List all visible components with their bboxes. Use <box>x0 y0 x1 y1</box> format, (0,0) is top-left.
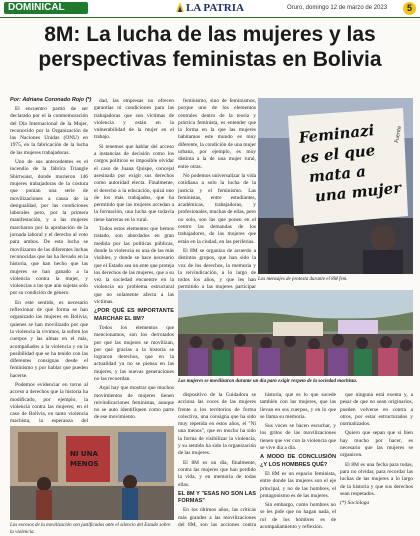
paragraph: dispositivo de la Cuidadora se acciona las voces de las mujeres frente a los territorios de forma colectiva, una consigna que ha sido muy repetida en estos años, el "Ni una menos", que en mucho ha sido la forma de visibilizar la violencia, y su sentido ha sido la organización de las mujeres. <box>178 392 256 457</box>
paragraph: El 8M es una fecha para todas, para no olvidar, para recordar las luchas de las mujeres a lo largo de la historia y que sus derechos sean respetados. <box>340 461 413 497</box>
excesses-image <box>10 426 174 520</box>
protest-sign-image <box>258 98 413 274</box>
photo-excesses <box>10 426 174 520</box>
photo-protest-sign <box>258 98 413 274</box>
photo-2-caption: Las mujeres se movilizaron durante un día para exigir respeto de la sociedad machista. <box>178 379 358 384</box>
paragraph: Todos los elementos que mencionamos, son los derrotados por qué las mujeres se movilizan, por qué gracias a la historia se lograron derechos, que en la actualidad ya no se piensa en las mujeres, y las nuevas generaciones no las recuerdan. <box>94 324 174 382</box>
page-number: 5 <box>403 2 416 15</box>
paragraph: Todos estos elementos que hemos tratado, son abordados en gran medida por las políticas públicas, donde la violencia es una de las más visibles, y donde se hace necesario que el Estado sea un ente que proteja los derechos de las mujeres, que a su vez la sociedad encuentre en la violencia un problema estructural que no solamente afecta a las víctimas. <box>94 226 174 306</box>
paragraph: dad, las empresas no ofrecen garantías ni condiciones para las trabajadoras que son víctimas de violencia y están en la vulnerabilidad de la mujer en el trabajo. <box>94 98 174 141</box>
paragraph: que ninguna está exenta y, a pesar de que no sean originarios, pueden volverse en contra a otros, por estar estructurados y normalizados. <box>340 392 413 428</box>
paragraph: El 8M es un día, finalmente, contra las mujeres que han perdido la vida, y en memoria de todas ellas. <box>178 459 256 488</box>
photo-march <box>178 290 413 376</box>
paragraph: Si tenemos que hablar del acceso a instancias de decisión como los cargos políticos es imposible olvidar el caso de Juana Quispe, concejal asesinada por exigir sus derechos como autoridad electa. Finalmente, el derecho a la educación, quizá uno de los más trabajados, que ha permitido que las mujeres accedan a la formación, una lucha que todavía tiene barreras en lo rural. <box>94 143 174 223</box>
paragraph: Uno de sus antecedentes es el incendio de la fábrica Triangle Shirtwaist, donde murieron 146 mujeres trabajadoras de la costura que ponían una serie de movilizaciones a causa de la desigualdad, por las condiciones laborales pero, por la primera manifestación, y a las mujeres marcharon por la aprobación de la jornada laboral y el derecho al voto para ambos. De esta lucha se movilizaron de las diferentes luchas reconocidas que las ha llevado en la historia, que han hecho que las mujeres se han ganado a la violencia contra la mujer, y violencias a las que aún sujetas solo por su condición de género. <box>10 159 88 297</box>
paragraph: El encuentro partió de ser declarado por el la conmemoración del Día Internacional de la Mujer, reconocido por la Organización de las Naciones Unidas (ONU) en 1975, en la fabricación de la lucha de las mujeres trabajadoras. <box>10 106 88 156</box>
column-1 <box>10 106 88 424</box>
svg-text:NI UNA: NI UNA <box>70 450 98 458</box>
newspaper-logo <box>176 1 244 15</box>
newspaper-name: LA PATRIA <box>186 2 244 14</box>
column-3-lower <box>178 392 256 530</box>
svg-text:es el que: es el que <box>299 141 377 167</box>
svg-text:mata a: mata a <box>308 162 367 187</box>
column-3 <box>178 98 256 306</box>
paragraph: Sin embargo, como hombres no se les pide que no hagan nada, el rol de los hombres es de acompañamiento y reflexión. <box>260 502 336 530</box>
photo-3-caption: Los excesos de la movilización son justificados ante el silencio del Estado sobre la violencia. <box>10 523 171 535</box>
paragraph: El 8M es un espacio feminista, entre donde las mujeres son el eje principal, y no de las hombres, el protagonismo es de las mujeres. <box>260 470 336 499</box>
svg-text:Feminazi: Feminazi <box>297 121 376 147</box>
march-image <box>178 290 413 376</box>
page-header <box>0 0 420 18</box>
svg-text:Fuente: Fuente <box>394 125 403 144</box>
paragraph: feminismo, sino de feminismos, porque uno de los elementos centrales dentro de la teoría y práctica feminista, es entender que la forma en la que las mujeres habitamos este mundo es muy diferente, la condición de una mujer urbana, por ejemplo, es muy distinta a la de una mujer rural, entre otras. <box>178 98 256 170</box>
paragraph: En este sentido, es necesario reflexionar de qué forma se han organizado las mujeres en Bolivia, quienes se han movilizado por que la violencia la vivimos, la sufren los cuerpos y las almas en el más, acompañados a la violencia y en la posibilidad que se ha tenido con las diferentes consignas desde el feminismo y por hablar que pueden hacerse. <box>10 299 88 379</box>
byline: Por: Adriana Coronado Rojo (*) <box>10 97 92 103</box>
paragraph: Podemos evidenciar en torno al acceso a derechos que la historia ha modificado, por ejemplo, la violencia contra las mujeres; en el caso de Bolivia, en tanto violencia machista, la esperanza del <box>10 381 88 424</box>
photo-1-caption: Los mensajes de protesta durante el 8M fem. <box>258 277 348 282</box>
paragraph: historia, que es lo que sucede también con las mujeres, que las llevan en sus cuerpos, y en lo que se llama su memoria. <box>260 392 336 420</box>
subheading: A MODO DE CONCLUSIÓN ¿Y LOS HOMBRES QUÉ? <box>260 454 336 468</box>
newspaper-logo-icon <box>176 2 184 12</box>
paragraph: Sus voces se hacen escuchar, y los gritos de las movilizaciones tienen que ver con la violencia que se vive día a día. <box>260 423 336 452</box>
section-badge: DOMINICAL <box>4 2 88 14</box>
paragraph: Quiero que sepan que si bien hay mucho por hacer, es necesario que las mujeres se organicen. <box>340 430 413 459</box>
svg-text:MENOS: MENOS <box>70 460 99 468</box>
paragraph: El 8M se organiza de acuerdo a distintos grupos, que han sido la voz de los derechos, la memoria y la reivindicación, a lo largo de todos los años, y que les han permitido a las mujeres participar <box>178 247 256 291</box>
column-2 <box>94 98 174 424</box>
paragraph: Aquí hay que mostrar que muchos movimientos de mujeres tienen reivindicaciones feministas, aunque no se auto identifiquen como parte de ese movimiento. <box>94 385 174 421</box>
paragraph: No podemos universalizar la vida cotidiana a solo la lucha de la justicia y el feminismo. Las feministas, entre estudiantes, académicas, trabajadoras, y profesionales, muchas de ellas, pero no solo, son las que ponen en el centro las demandas de los trabajadores, de las mujeres que están en la ciudad, en las periferias. <box>178 172 256 245</box>
column-4-lower <box>260 392 336 530</box>
dateline: Oruro, domingo 12 de marzo de 2023 <box>287 5 388 11</box>
svg-text:una mujer: una mujer <box>314 178 402 206</box>
subheading: ¿POR QUÉ ES IMPORTANTE MARCHAR EL 8M? <box>94 308 174 322</box>
paragraph: En los últimos años, las críticas más grandes a las movilizaciones del 8M, son las acciones contra <box>178 507 256 529</box>
headline: 8M: La lucha de las mujeres y las perspectivas feministas en Bolivia <box>38 23 382 71</box>
credit-line: (*) Socióloga <box>340 500 370 507</box>
column-5-lower <box>340 392 413 530</box>
subheading: EL 8M Y "ESAS NO SON LAS FORMAS" <box>178 490 256 505</box>
